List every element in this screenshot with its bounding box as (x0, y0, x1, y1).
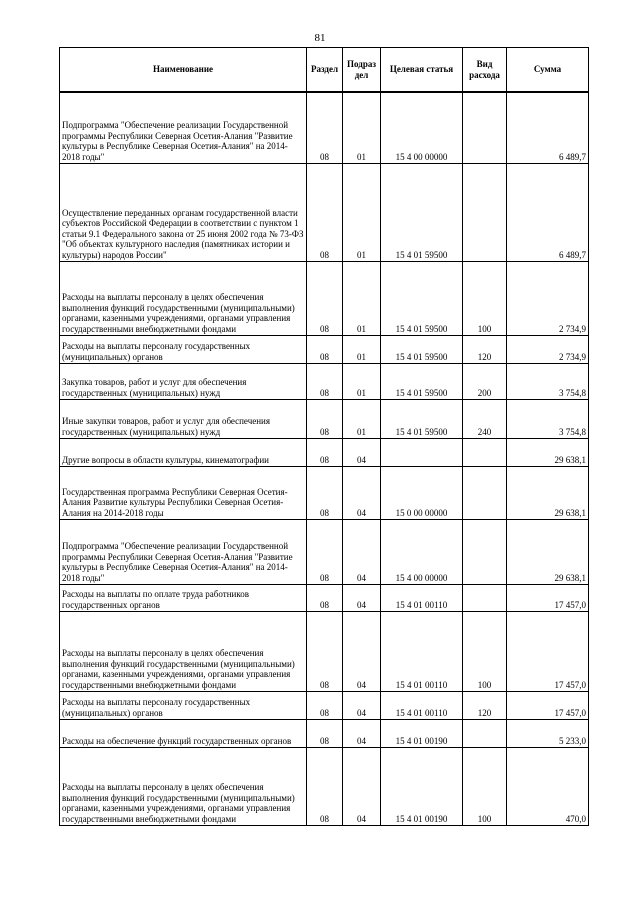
row-expense: 100 (463, 611, 507, 691)
row-expense (463, 92, 507, 163)
row-target: 15 0 00 00000 (381, 466, 463, 519)
row-target: 15 4 01 59500 (381, 261, 463, 335)
row-section: 08 (307, 466, 343, 519)
table-row (60, 584, 589, 611)
row-target: 15 4 01 00190 (381, 747, 463, 825)
row-amount: 17 457,0 (507, 691, 589, 719)
row-amount: 29 638,1 (507, 519, 589, 584)
row-section: 08 (307, 363, 343, 399)
table-row (60, 719, 589, 747)
row-target (381, 438, 463, 466)
row-name: Подпрограмма "Обеспечение реализации Государственной программы Республики Северная Осетия-Алания "Развитие культуры в Республике Северная Осетия-Алания" на 2014-2018 годы" (60, 519, 307, 584)
row-expense (463, 584, 507, 611)
row-name: Расходы на выплаты персоналу в целях обеспечения выполнения функций государственными (муниципальными) органами, казенными учреждениями, органами управления государственными внебюджетными фондами (60, 747, 307, 825)
row-target: 15 4 01 00110 (381, 691, 463, 719)
table-row (60, 438, 589, 466)
table-row (60, 611, 589, 691)
header-section: Раздел (307, 48, 343, 93)
row-section: 08 (307, 747, 343, 825)
row-amount: 470,0 (507, 747, 589, 825)
row-expense: 120 (463, 335, 507, 363)
table-header-row (60, 48, 589, 93)
row-amount: 29 638,1 (507, 466, 589, 519)
row-expense (463, 438, 507, 466)
table-row (60, 399, 589, 438)
header-expense: Вид расхода (463, 48, 507, 93)
row-amount: 5 233,0 (507, 719, 589, 747)
row-subsection: 01 (343, 399, 381, 438)
row-name: Другие вопросы в области культуры, кинематографии (60, 438, 307, 466)
row-amount: 29 638,1 (507, 438, 589, 466)
row-subsection: 01 (343, 163, 381, 261)
row-expense: 100 (463, 261, 507, 335)
row-name: Закупка товаров, работ и услуг для обеспечения государственных (муниципальных) нужд (60, 363, 307, 399)
row-subsection: 01 (343, 335, 381, 363)
header-amount: Сумма (507, 48, 589, 93)
row-section: 08 (307, 584, 343, 611)
row-section: 08 (307, 399, 343, 438)
row-section: 08 (307, 719, 343, 747)
row-name: Расходы на выплаты персоналу в целях обеспечения выполнения функций государственными (муниципальными) органами, казенными учреждениями, органами управления государственными внебюджетными фондами (60, 611, 307, 691)
row-subsection: 04 (343, 611, 381, 691)
row-name: Осуществление переданных органам государственной власти субъектов Российской Федерации в соответствии с пунктом 1 статьи 9.1 Федерального закона от 25 июня 2002 года № 73-ФЗ "Об объектах культурного наследия (памятниках истории и культуры) народов России" (60, 163, 307, 261)
budget-table (59, 47, 589, 826)
row-expense (463, 163, 507, 261)
table-row (60, 466, 589, 519)
row-section: 08 (307, 92, 343, 163)
row-subsection: 04 (343, 438, 381, 466)
row-section: 08 (307, 261, 343, 335)
row-subsection: 04 (343, 466, 381, 519)
row-target: 15 4 01 59500 (381, 399, 463, 438)
table-row (60, 691, 589, 719)
row-section: 08 (307, 438, 343, 466)
row-expense: 200 (463, 363, 507, 399)
row-expense: 240 (463, 399, 507, 438)
row-name: Государственная программа Республики Северная Осетия-Алания Развитие культуры Республики Северная Осетия-Алания на 2014-2018 годы (60, 466, 307, 519)
row-name: Расходы на выплаты персоналу государственных (муниципальных) органов (60, 335, 307, 363)
row-section: 08 (307, 519, 343, 584)
table-row (60, 519, 589, 584)
row-expense: 120 (463, 691, 507, 719)
row-amount: 2 734,9 (507, 335, 589, 363)
header-target: Целевая статья (381, 48, 463, 93)
row-amount: 17 457,0 (507, 611, 589, 691)
row-name: Расходы на выплаты по оплате труда работников государственных органов (60, 584, 307, 611)
row-subsection: 01 (343, 261, 381, 335)
table-row (60, 261, 589, 335)
row-section: 08 (307, 611, 343, 691)
row-amount: 6 489,7 (507, 163, 589, 261)
table-row (60, 363, 589, 399)
row-expense (463, 719, 507, 747)
row-name: Подпрограмма "Обеспечение реализации Государственной программы Республики Северная Осетия-Алания "Развитие культуры в Республике Северная Осетия-Алания" на 2014-2018 годы" (60, 92, 307, 163)
row-subsection: 01 (343, 363, 381, 399)
row-target: 15 4 01 59500 (381, 163, 463, 261)
row-name: Расходы на выплаты персоналу государственных (муниципальных) органов (60, 691, 307, 719)
table-row (60, 163, 589, 261)
row-name: Иные закупки товаров, работ и услуг для обеспечения государственных (муниципальных) нужд (60, 399, 307, 438)
row-expense (463, 519, 507, 584)
row-subsection: 04 (343, 584, 381, 611)
row-section: 08 (307, 163, 343, 261)
row-amount: 2 734,9 (507, 261, 589, 335)
row-subsection: 04 (343, 519, 381, 584)
header-name: Наименование (60, 48, 307, 93)
row-section: 08 (307, 691, 343, 719)
row-target: 15 4 01 00110 (381, 611, 463, 691)
header-subsection: Подраз дел (343, 48, 381, 93)
row-subsection: 04 (343, 747, 381, 825)
row-expense (463, 466, 507, 519)
row-target: 15 4 00 00000 (381, 92, 463, 163)
row-target: 15 4 01 59500 (381, 363, 463, 399)
table-row (60, 92, 589, 163)
row-name: Расходы на выплаты персоналу в целях обеспечения выполнения функций государственными (муниципальными) органами, казенными учреждениями, органами управления государственными внебюджетными фондами (60, 261, 307, 335)
page-number: 81 (314, 32, 326, 44)
row-section: 08 (307, 335, 343, 363)
row-target: 15 4 01 00190 (381, 719, 463, 747)
row-subsection: 04 (343, 719, 381, 747)
row-amount: 17 457,0 (507, 584, 589, 611)
row-name: Расходы на обеспечение функций государственных органов (60, 719, 307, 747)
row-amount: 3 754,8 (507, 399, 589, 438)
table-row (60, 335, 589, 363)
row-expense: 100 (463, 747, 507, 825)
row-target: 15 4 01 59500 (381, 335, 463, 363)
row-amount: 6 489,7 (507, 92, 589, 163)
table-row (60, 747, 589, 825)
row-target: 15 4 01 00110 (381, 584, 463, 611)
row-subsection: 01 (343, 92, 381, 163)
row-target: 15 4 00 00000 (381, 519, 463, 584)
row-amount: 3 754,8 (507, 363, 589, 399)
row-subsection: 04 (343, 691, 381, 719)
